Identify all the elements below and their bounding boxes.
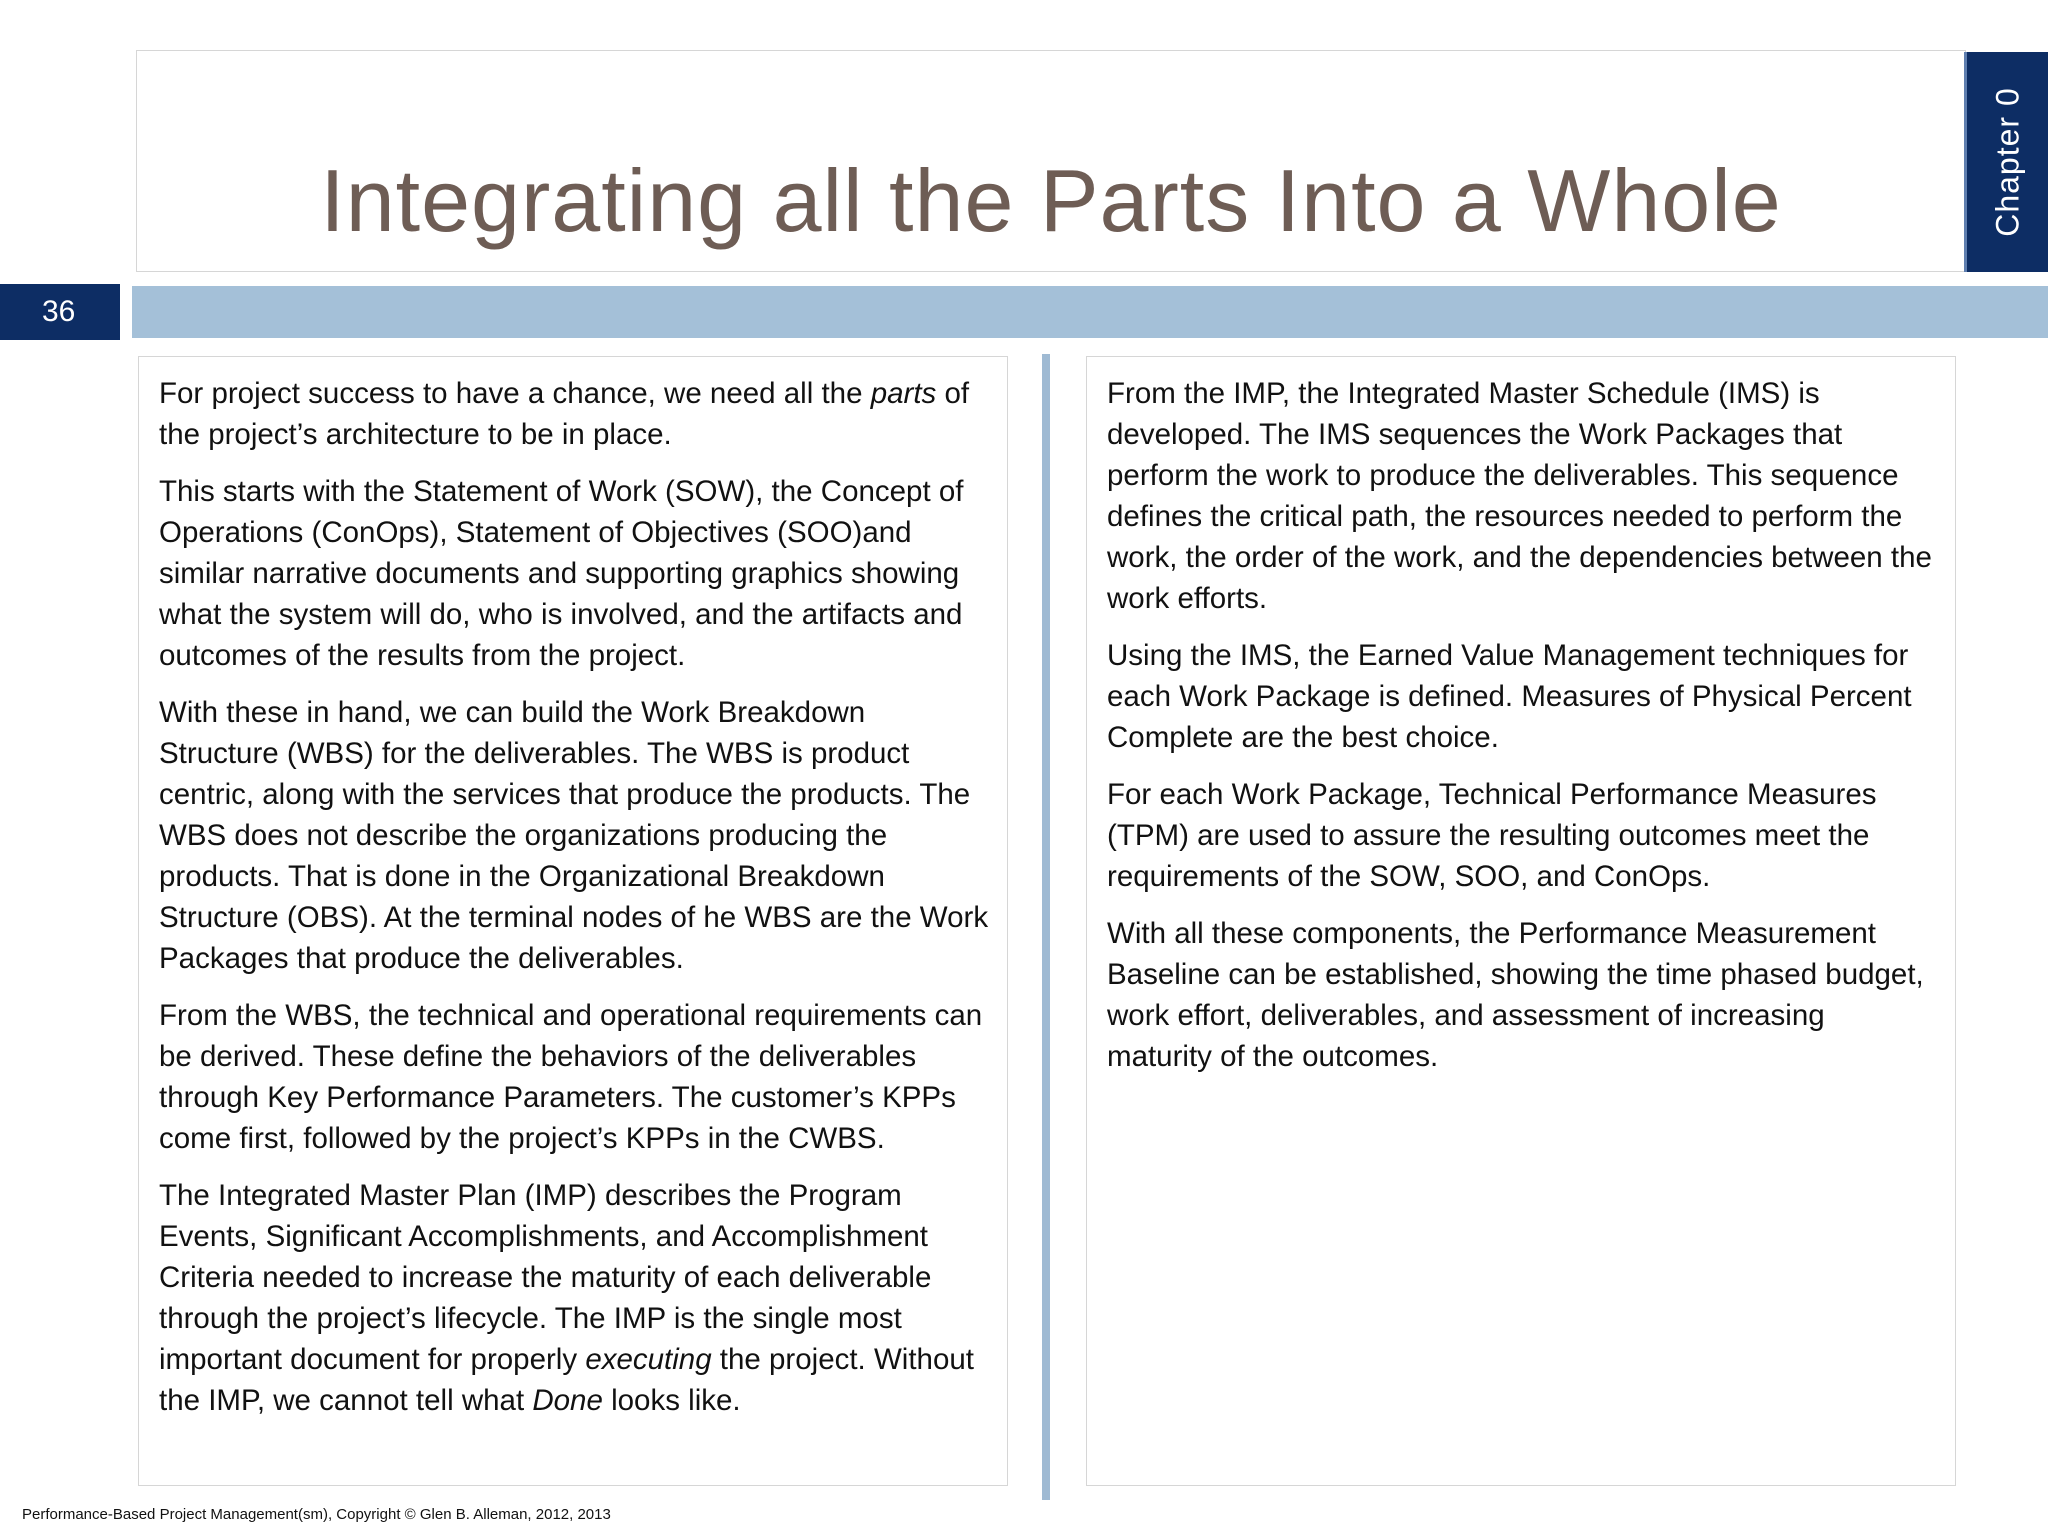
left-p5-text-a: The Integrated Master Plan (IMP) describes the Program Events, Significant Accomplishments, and Accomplishment Criteria needed to increase the maturity of each deliverable through the project’s lifecycle. The IMP is the single most important document for properly (159, 1179, 932, 1376)
right-paragraph-3: For each Work Package, Technical Performance Measures (TPM) are used to assure the resulting outcomes meet the requirements of the SOW, SOO, and ConOps. (1107, 778, 1877, 893)
left-p5-emphasis-executing: executing (585, 1343, 712, 1376)
left-p5-text-c: looks like. (602, 1384, 741, 1417)
left-paragraph-5 (159, 1175, 989, 1421)
right-paragraph-4: With all these components, the Performance Measurement Baseline can be established, showing the time phased budget, work effort, deliverables, and assessment of increasing maturity of the outcomes. (1107, 917, 1924, 1073)
left-paragraph-4: From the WBS, the technical and operational requirements can be derived. These define the behaviors of the deliverables through Key Performance Parameters. The customer’s KPPs come first, followed by the project’s KPPs in the CWBS. (159, 999, 983, 1155)
right-text-column (1086, 356, 1956, 1486)
left-paragraph-3: With these in hand, we can build the Work Breakdown Structure (WBS) for the deliverables. The WBS is product centric, along with the services that produce the products. The WBS does not describe the organizations producing the products. That is done in the Organizational Breakdown Structure (OBS). At the terminal nodes of he WBS are the Work Packages that produce the deliverables. (159, 696, 989, 975)
right-paragraph-2: Using the IMS, the Earned Value Management techniques for each Work Package is defined. Measures of Physical Percent Complete are the best choice. (1107, 639, 1912, 754)
left-paragraph-2: This starts with the Statement of Work (SOW), the Concept of Operations (ConOps), Statement of Objectives (SOO)and similar narrative documents and supporting graphics showing what the system will do, who is involved, and the artifacts and outcomes of the results from the project. (159, 475, 964, 672)
footer-copyright: Performance-Based Project Management(sm), Copyright © Glen B. Alleman, 2012, 2013 (22, 1506, 611, 1523)
page-number-badge: 36 (0, 284, 120, 340)
left-p1-text-b: of the project’s architecture to be in place. (159, 377, 970, 451)
right-paragraph-1: From the IMP, the Integrated Master Schedule (IMS) is developed. The IMS sequences the Work Packages that perform the work to produce the deliverables. This sequence defines the critical path, the resources needed to perform the work, the order of the work, and the dependencies between the work efforts. (1107, 377, 1932, 615)
left-p5-emphasis-done: Done (532, 1384, 603, 1417)
slide-title: Integrating all the Parts Into a Whole (320, 151, 1782, 250)
left-text-column (138, 356, 1008, 1486)
left-p5-text-b: the project. Without the IMP, we cannot tell what (159, 1343, 974, 1417)
header-bar (132, 286, 2048, 338)
chapter-tab (1964, 52, 2048, 272)
left-paragraph-1 (159, 373, 989, 455)
chapter-label: Chapter 0 (1989, 87, 2025, 237)
title-box (136, 50, 1966, 272)
left-p1-emphasis: parts (870, 377, 937, 410)
column-divider (1042, 354, 1050, 1500)
left-p1-text-a: For project success to have a chance, we need all the (159, 377, 871, 410)
